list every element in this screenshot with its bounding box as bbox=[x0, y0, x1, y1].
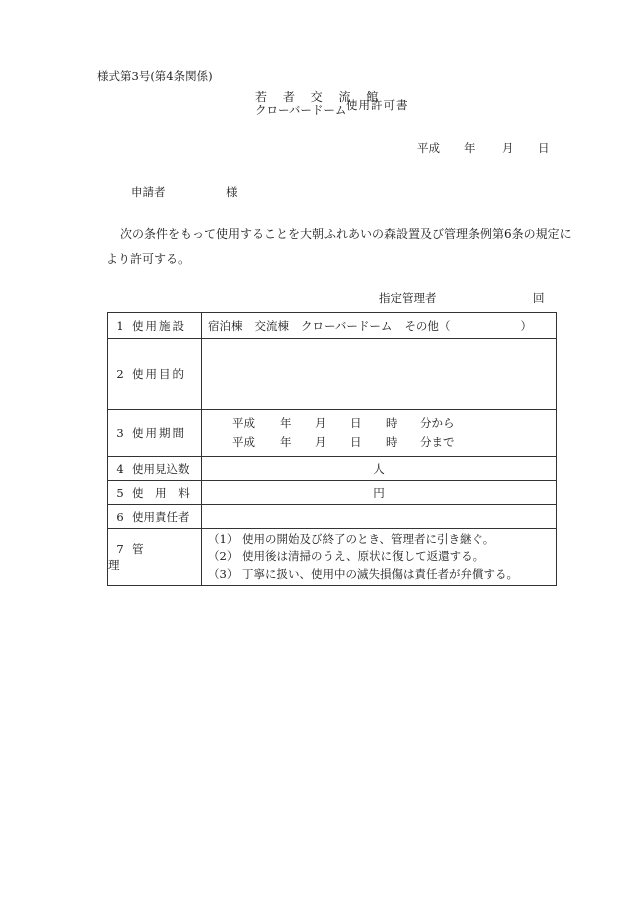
period-from-month: 月 bbox=[315, 416, 327, 430]
seal-mark: 回 bbox=[533, 291, 545, 305]
responsible-person-field[interactable] bbox=[202, 505, 557, 529]
title-facility-name: 若 者 交 流 館 bbox=[255, 90, 385, 104]
period-from-day: 日 bbox=[350, 416, 362, 430]
period-from bbox=[202, 414, 556, 433]
title-document-type: 使用許可書 bbox=[346, 98, 409, 112]
condition-2: （2） 使用後は清掃のうえ、原状に復して返還する。 bbox=[208, 549, 485, 564]
period-from-hour: 時 bbox=[386, 416, 398, 430]
facility-lodging: 宿泊棟 bbox=[208, 318, 243, 333]
period-to bbox=[202, 433, 556, 452]
applicant-honorific: 様 bbox=[226, 185, 238, 199]
facility-other-close: ） bbox=[520, 318, 532, 333]
row-label bbox=[108, 313, 202, 339]
row-label-text: 管 理 bbox=[108, 542, 170, 572]
row-label bbox=[108, 457, 202, 481]
permission-statement: 次の条件をもって使用することを大朝ふれあいの森設置及び管理条例第6条の規定により許可する。 bbox=[106, 227, 572, 266]
facility-clover-dome: クローバードーム bbox=[301, 318, 393, 333]
permit-table bbox=[107, 312, 557, 586]
form-number: 様式第3号(第4条関係) bbox=[97, 69, 213, 83]
row-label-text: 使用期間 bbox=[132, 426, 186, 440]
condition-1: （1） 使用の開始及び終了のとき、管理者に引き継ぐ。 bbox=[208, 531, 495, 546]
row-label bbox=[108, 339, 202, 410]
purpose-field[interactable] bbox=[202, 339, 557, 410]
period-to-day: 日 bbox=[350, 435, 362, 449]
period-from-era: 平成 bbox=[232, 416, 255, 430]
applicant-label: 申請者 bbox=[131, 185, 166, 199]
period-from-minute: 分から bbox=[420, 416, 455, 430]
period-to-era: 平成 bbox=[232, 435, 255, 449]
period-field bbox=[202, 410, 557, 457]
manager-label: 指定管理者 bbox=[379, 291, 437, 305]
fee-field bbox=[202, 481, 557, 505]
date-year: 年 bbox=[464, 141, 476, 155]
row-number: 2 bbox=[116, 367, 124, 381]
table-row bbox=[108, 505, 557, 529]
row-number: 4 bbox=[116, 461, 124, 476]
row-label-text: 使用目的 bbox=[132, 367, 186, 381]
title-facility-subname: クローバードーム bbox=[255, 103, 347, 117]
period-from-year: 年 bbox=[280, 416, 292, 430]
management-conditions bbox=[202, 529, 557, 586]
row-number: 1 bbox=[116, 318, 124, 333]
table-row bbox=[108, 410, 557, 457]
expected-count-field bbox=[202, 457, 557, 481]
period-to-minute: 分まで bbox=[420, 435, 455, 449]
fee-unit: 円 bbox=[373, 485, 385, 500]
row-label bbox=[108, 481, 202, 505]
row-number: 3 bbox=[116, 426, 124, 440]
table-row bbox=[108, 481, 557, 505]
table-row bbox=[108, 457, 557, 481]
period-to-hour: 時 bbox=[386, 435, 398, 449]
condition-3: （3） 丁寧に扱い、使用中の滅失損傷は責任者が弁償する。 bbox=[208, 566, 518, 581]
row-label-text: 使用見込数 bbox=[132, 461, 190, 476]
row-label-text: 使 用 料 bbox=[132, 485, 194, 500]
row-label-text: 使用責任者 bbox=[132, 509, 190, 524]
row-label bbox=[108, 529, 202, 586]
row-number: 7 bbox=[116, 542, 124, 556]
row-label-text: 使用施設 bbox=[132, 318, 186, 333]
row-number: 5 bbox=[116, 485, 124, 500]
issue-date bbox=[417, 140, 550, 156]
period-to-month: 月 bbox=[315, 435, 327, 449]
row-label bbox=[108, 505, 202, 529]
row-label bbox=[108, 410, 202, 457]
date-month: 月 bbox=[502, 141, 514, 155]
table-row bbox=[108, 313, 557, 339]
table-row bbox=[108, 339, 557, 410]
row-number: 6 bbox=[116, 509, 124, 524]
count-unit: 人 bbox=[373, 461, 385, 476]
facility-other: その他（ bbox=[404, 318, 451, 333]
date-day: 日 bbox=[538, 141, 550, 155]
table-row bbox=[108, 529, 557, 586]
date-era: 平成 bbox=[417, 141, 440, 155]
facility-exchange: 交流棟 bbox=[254, 318, 289, 333]
period-to-year: 年 bbox=[280, 435, 292, 449]
facility-options bbox=[202, 313, 557, 339]
